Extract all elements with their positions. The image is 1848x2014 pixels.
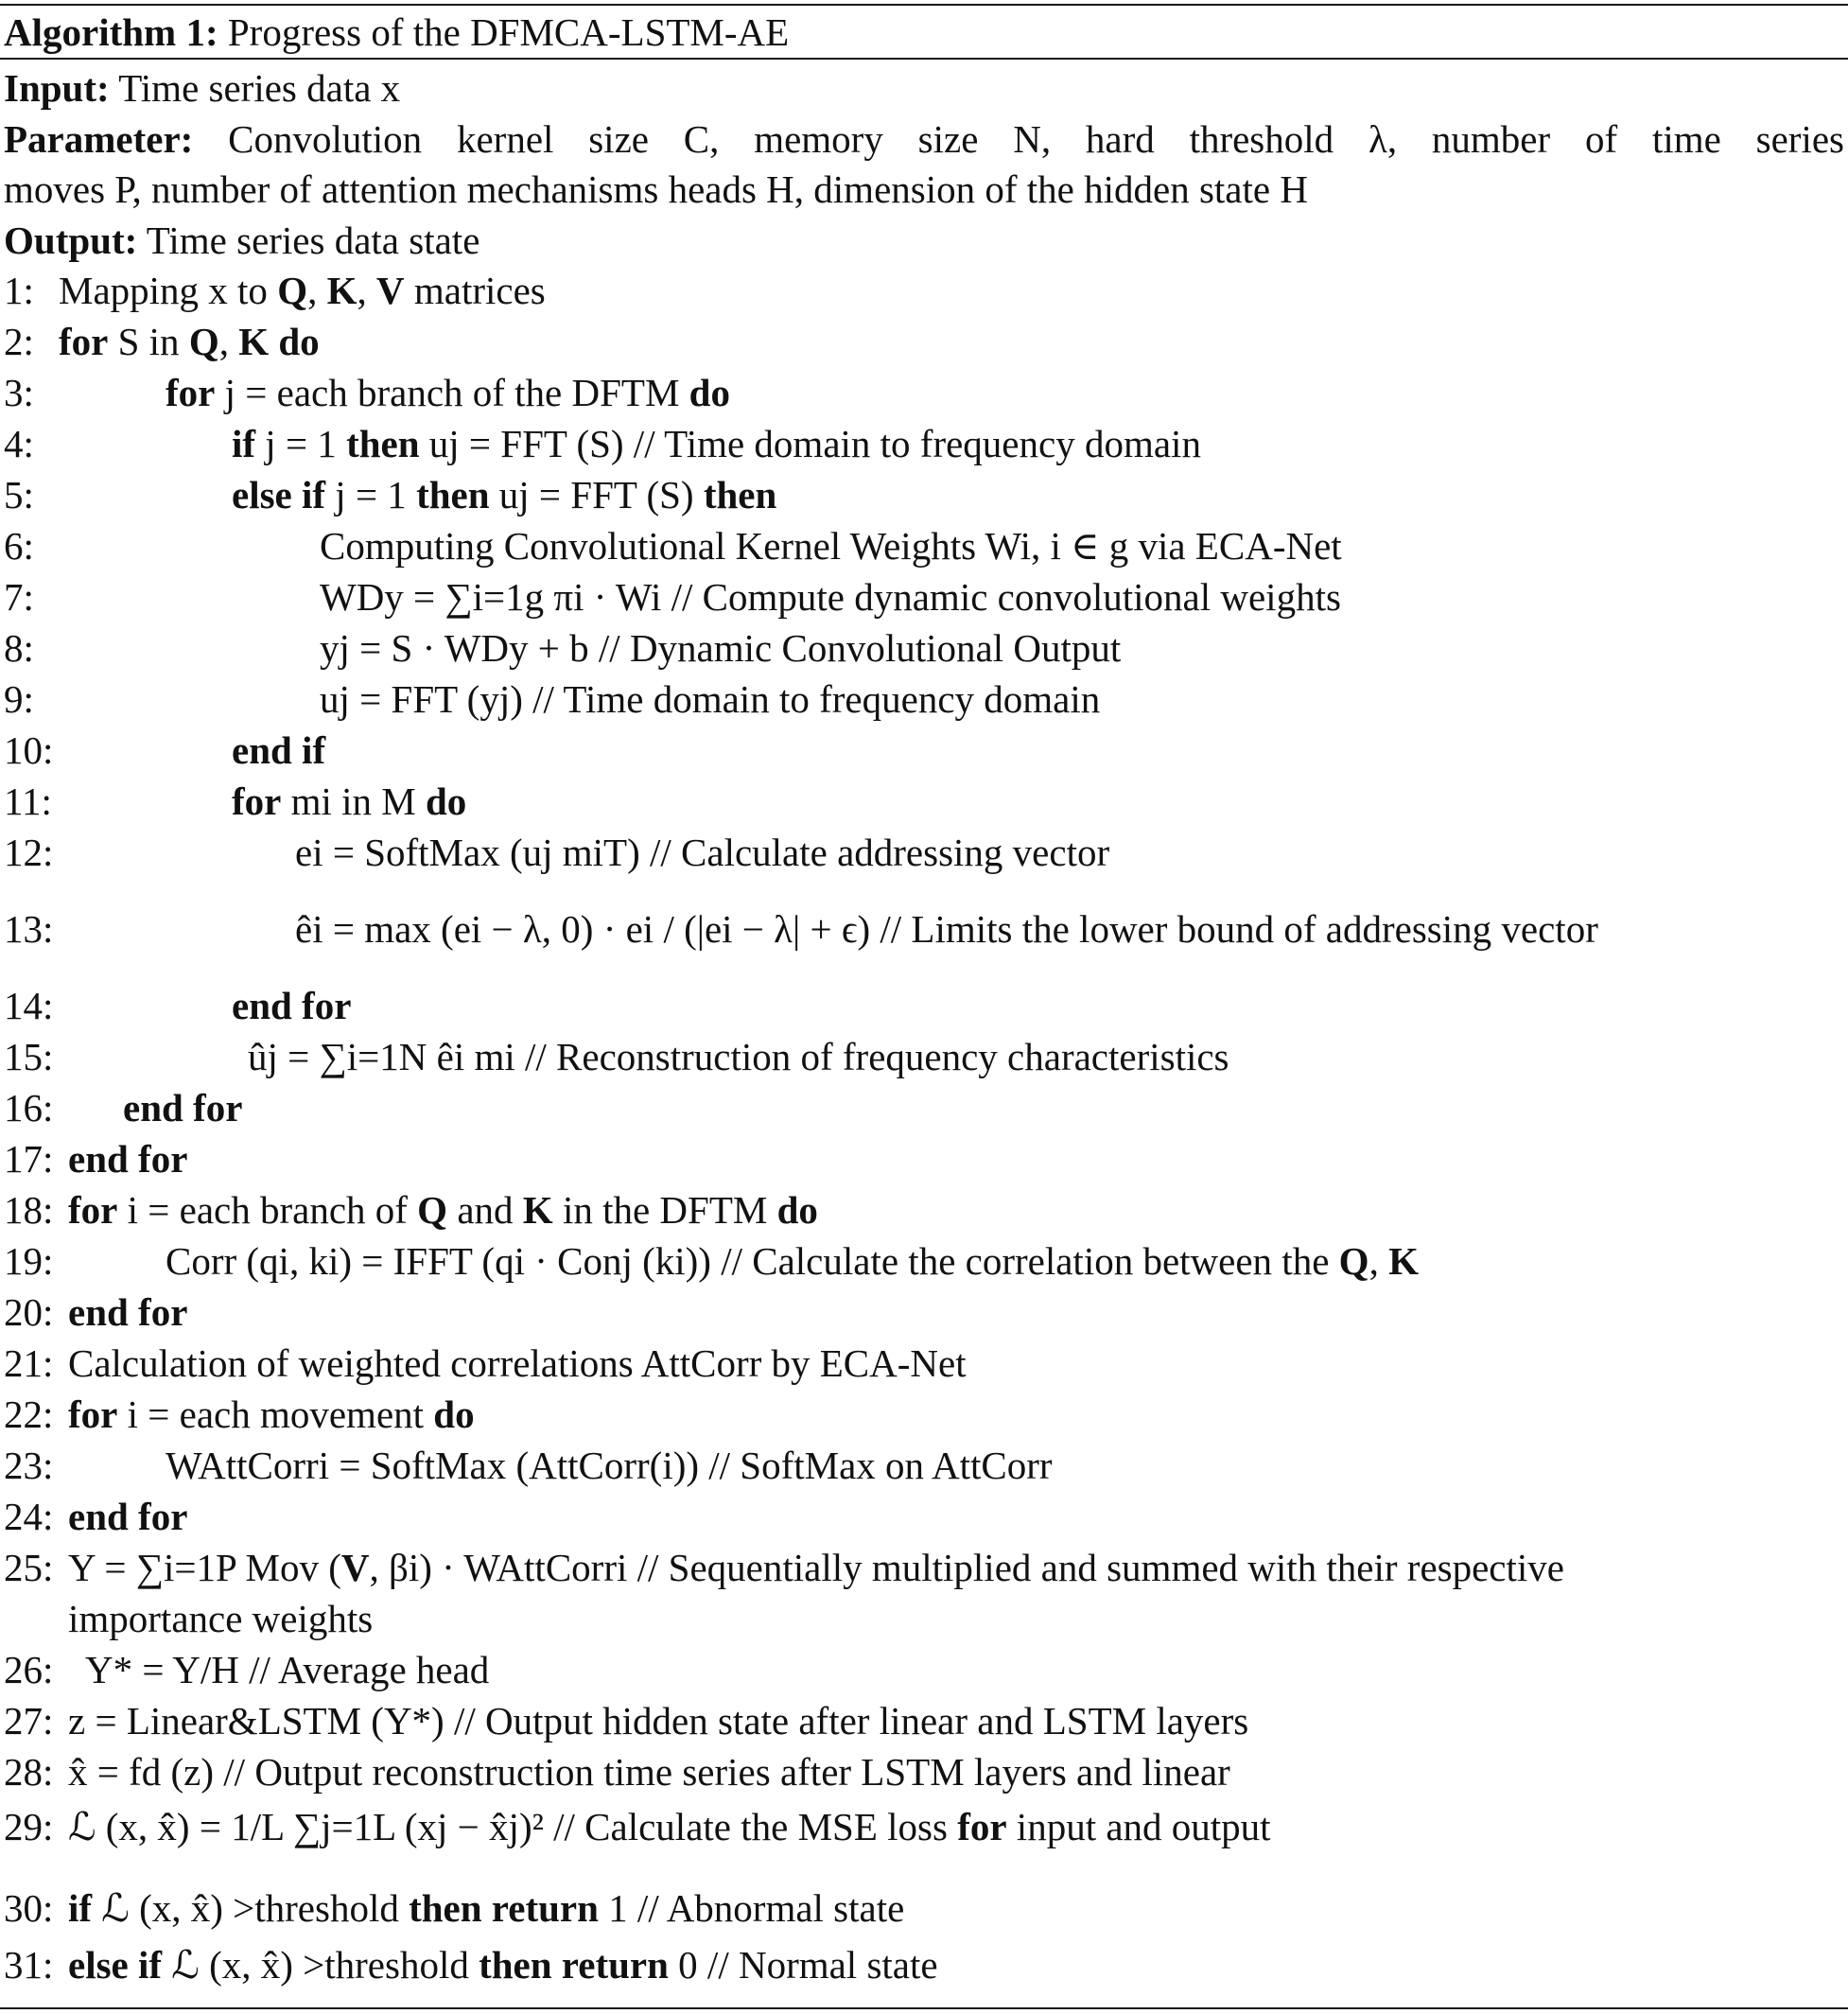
parameter-text-1: Convolution kernel size C, memory size N, hard threshold λ, number of time series [228,117,1844,161]
algorithm-label: Algorithm 1: [4,10,218,54]
output-label: Output: [4,219,138,262]
step-number: 13: [4,907,54,951]
step-number: 7: [4,575,34,619]
parameter-line-2 [4,164,1844,215]
step-text: êi = max (ei − λ, 0) · ei / (|ei − λ| + ϵ) // Limits the lower bound of addressing vector [295,907,1598,951]
step-number: 18: [4,1188,54,1232]
step-text: Mapping x to Q, K, V matrices [59,269,546,312]
input-text: Time series data x [118,66,401,110]
step-number: 19: [4,1239,54,1283]
step-text: Calculation of weighted correlations AttCorr by ECA-Net [68,1341,967,1385]
step-number: 16: [4,1086,54,1130]
step-text: end if [232,728,326,772]
step-number: 15: [4,1035,54,1078]
step-number: 22: [4,1392,54,1436]
step-text: else if ℒ (x, x̂) >threshold then return 0 // Normal state [68,1943,938,1987]
step-text: WDy = ∑i=1g πi · Wi // Compute dynamic convolutional weights [320,575,1341,619]
step-text: end for [68,1290,188,1334]
step-text: for S in Q, K do [59,320,320,363]
step-text: for i = each branch of Q and K in the DFTM do [68,1188,818,1232]
step-text: for i = each movement do [68,1392,475,1436]
input-label: Input: [4,66,110,110]
step-number: 9: [4,677,34,721]
algorithm-header [4,8,789,57]
step-number: 29: [4,1805,54,1848]
step-text: Corr (qi, ki) = IFFT (qi · Conj (ki)) // Calculate the correlation between the Q, K [166,1239,1419,1283]
step-number: 28: [4,1750,54,1794]
step-number: 23: [4,1444,54,1487]
step-number: 5: [4,473,34,517]
bottom-rule [0,2007,1848,2009]
step-text: else if j = 1 then uj = FFT (S) then [232,473,777,517]
step-text: Y* = Y/H // Average head [85,1648,490,1691]
parameter-label: Parameter: [4,117,194,161]
step-number: 30: [4,1886,54,1930]
step-text: if ℒ (x, x̂) >threshold then return 1 // Abnormal state [68,1886,905,1930]
step-number: 4: [4,422,34,465]
algorithm-title: Progress of the DFMCA-LSTM-AE [227,10,790,54]
step-number: 6: [4,524,34,568]
step-text: for mi in M do [232,779,467,823]
input-line [4,62,1844,114]
step-number: 31: [4,1943,54,1987]
step-number: 1: [4,269,34,312]
top-rule [0,4,1848,6]
parameter-line-1 [4,114,1844,165]
step-text: yj = S · WDy + b // Dynamic Convolutional Output [320,626,1122,670]
output-line [4,215,1844,266]
step-number: 12: [4,831,54,874]
step-text: ℒ (x, x̂) = 1/L ∑j=1L (xj − x̂j)² // Calculate the MSE loss for input and output [68,1805,1271,1848]
step-text: end for [232,984,352,1027]
step-text: for j = each branch of the DFTM do [166,371,730,414]
step-number: 27: [4,1699,54,1743]
step-number: 17: [4,1137,54,1181]
header-rule [0,58,1848,60]
step-number: 2: [4,320,34,363]
parameter-text-2: moves P, number of attention mechanisms heads H, dimension of the hidden state H [4,167,1308,211]
step-number: 26: [4,1648,54,1691]
step-text: end for [68,1495,188,1538]
step-text: if j = 1 then uj = FFT (S) // Time domain to frequency domain [232,422,1201,465]
step-number: 24: [4,1495,54,1538]
step-number: 25: [4,1546,54,1589]
step-text: ei = SoftMax (uj miT) // Calculate addressing vector [295,831,1110,874]
step-text: uj = FFT (yj) // Time domain to frequency domain [320,677,1101,721]
step-number: 3: [4,371,34,414]
step-text: Y = ∑i=1P Mov (V, βi) · WAttCorri // Sequentially multiplied and summed with their respective [68,1546,1564,1589]
step-number: 21: [4,1341,54,1385]
step-text: x̂ = fd (z) // Output reconstruction time series after LSTM layers and linear [68,1750,1230,1794]
step-text: z = Linear&LSTM (Y*) // Output hidden state after linear and LSTM layers [68,1699,1249,1743]
step-text: ûj = ∑i=1N êi mi // Reconstruction of frequency characteristics [248,1035,1229,1078]
step-number: 14: [4,984,54,1027]
step-text: WAttCorri = SoftMax (AttCorr(i)) // SoftMax on AttCorr [166,1444,1053,1487]
step-number: 11: [4,779,52,823]
step-text: importance weights [68,1597,374,1640]
step-number: 20: [4,1290,54,1334]
step-text: Computing Convolutional Kernel Weights Wi, i ∈ g via ECA-Net [320,524,1342,568]
step-number: 8: [4,626,34,670]
step-text: end for [123,1086,243,1130]
step-text: end for [68,1137,188,1181]
output-text: Time series data state [146,219,480,262]
step-number: 10: [4,728,54,772]
